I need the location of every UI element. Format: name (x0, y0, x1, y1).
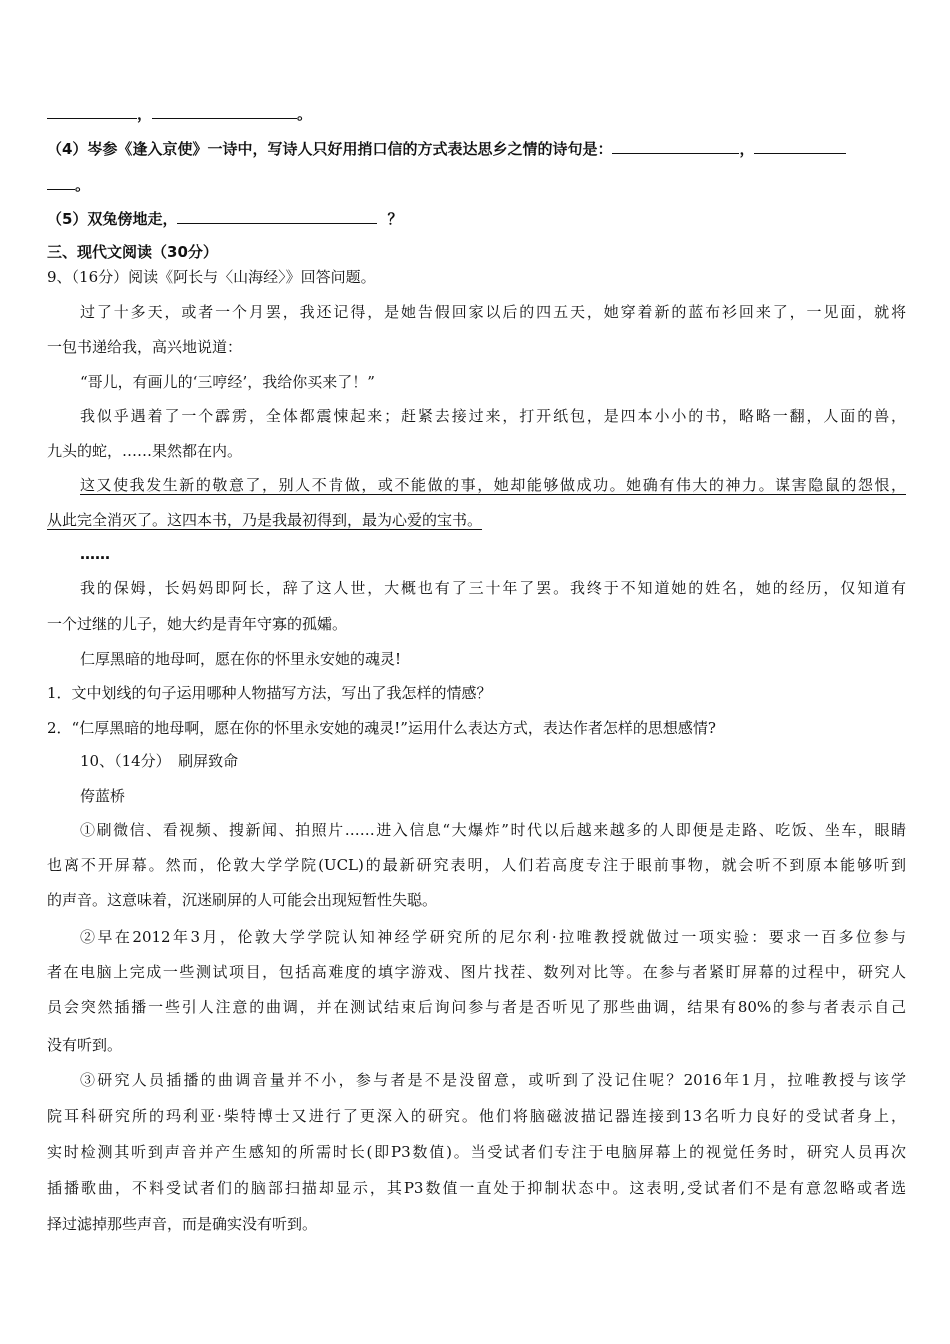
ellipsis: …… (80, 545, 110, 563)
article-paragraph-1: ①刷微信、看视频、搜新闻、拍照片……进入信息“大爆炸”时代以后越来越多的人即便是走路、吃饭、坐车，眼睛 (80, 821, 906, 839)
question-5: （5）双兔傍地走， ？ (47, 210, 403, 228)
question-4: （4）岑参《逢入京使》一诗中，写诗人只好用捎口信的方式表达思乡之情的诗句是： ， (47, 139, 906, 159)
section-heading: 三、现代文阅读（30分） (47, 243, 218, 261)
fill-blank[interactable] (47, 175, 75, 190)
passage-line: 一包书递给我，高兴地说道： (47, 338, 243, 356)
article-paragraph-2: 者在电脑上完成一些测试项目，包括高难度的填字游戏、图片找茬、数列对比等。在参与者紧盯屏幕的过程中，研究人 (47, 963, 906, 981)
passage-line: 我的保姆，长妈妈即阿长，辞了这人世，大概也有了三十年了罢。我终于不知道她的姓名，她的经历，仅知道有 (80, 579, 906, 597)
passage-line: 仁厚黑暗的地母呵，愿在你的怀里永安她的魂灵! (80, 650, 402, 668)
answer-blank-line-3: ， 。 (47, 104, 906, 124)
passage-line: 九头的蛇，……果然都在内。 (47, 442, 243, 460)
article-paragraph-3: 院耳科研究所的玛利亚·柴特博士又进行了更深入的研究。他们将脑磁波描记器连接到13名听力良好的受试者身上， (47, 1107, 906, 1125)
article-paragraph-3: 插播歌曲，不料受试者们的脑部扫描却显示，其P3数值一直处于抑制状态中。这表明,受试者们不是有意忽略或者选 (47, 1179, 906, 1197)
fill-blank[interactable] (754, 139, 846, 154)
passage-line: 一个过继的儿子，她大约是青年守寡的孤孀。 (47, 615, 348, 633)
fill-blank[interactable] (152, 104, 297, 119)
article-author: 侉蓝桥 (80, 787, 126, 805)
fill-blank[interactable] (177, 209, 377, 224)
passage-line: 我似乎遇着了一个霹雳，全体都震悚起来；赶紧去接过来，打开纸包，是四本小小的书，略略一翻，人面的兽， (80, 407, 906, 425)
article-paragraph-1: 也离不开屏幕。然而，伦敦大学学院(UCL)的最新研究表明，人们若高度专注于眼前事物，就会听不到原本能够听到 (47, 856, 906, 874)
article-paragraph-1: 的声音。这意味着，沉迷刷屏的人可能会出现短暂性失聪。 (47, 891, 438, 909)
question-4-cont: 。 (47, 175, 906, 195)
sub-question-1: 1．文中划线的句子运用哪种人物描写方法，写出了我怎样的情感？ (47, 684, 492, 702)
article-paragraph-3: 实时检测其听到声音并产生感知的所需时长(即P3数值)。当受试者们专注于电脑屏幕上的视觉任务时，研究人员再次 (47, 1143, 906, 1161)
article-paragraph-3: 择过滤掉那些声音，而是确实没有听到。 (47, 1215, 318, 1233)
sub-question-2: 2．“仁厚黑暗的地母啊，愿在你的怀里永安她的魂灵!”运用什么表达方式，表达作者怎样的思想感情? (47, 719, 716, 737)
question-9: 9、（16分）阅读《阿长与〈山海经〉》回答问题。 (47, 268, 376, 286)
article-paragraph-2: 没有听到。 (47, 1036, 123, 1054)
underlined-sentence: 从此完全消灭了。这四本书，乃是我最初得到，最为心爱的宝书。 (47, 511, 483, 529)
article-paragraph-2: 员会突然插播一些引人注意的曲调，并在测试结束后询问参与者是否听见了那些曲调，结果有80%的参与者表示自己 (47, 998, 906, 1016)
article-paragraph-3: ③研究人员插播的曲调音量并不小，参与者是不是没留意，或听到了没记住呢？2016年1月，拉唯教授与该学 (80, 1071, 906, 1089)
fill-blank[interactable] (612, 139, 739, 154)
passage-quote: “哥儿，有画儿的‘三哼经’，我给你买来了！” (80, 373, 375, 391)
passage-line: 过了十多天，或者一个月罢，我还记得，是她告假回家以后的四五天，她穿着新的蓝布衫回来了，一见面，就将 (80, 303, 906, 321)
question-10-title: 10、（14分） 刷屏致命 (80, 752, 239, 770)
article-paragraph-2: ②早在2012年3月，伦敦大学学院认知神经学研究所的尼尔利·拉唯教授就做过一项实验：要求一百多位参与 (80, 928, 906, 946)
fill-blank[interactable] (47, 104, 137, 119)
underlined-sentence: 这又使我发生新的敬意了，别人不肯做，或不能做的事，她却能够做成功。她确有伟大的神力。谋害隐鼠的怨恨， (80, 476, 906, 494)
